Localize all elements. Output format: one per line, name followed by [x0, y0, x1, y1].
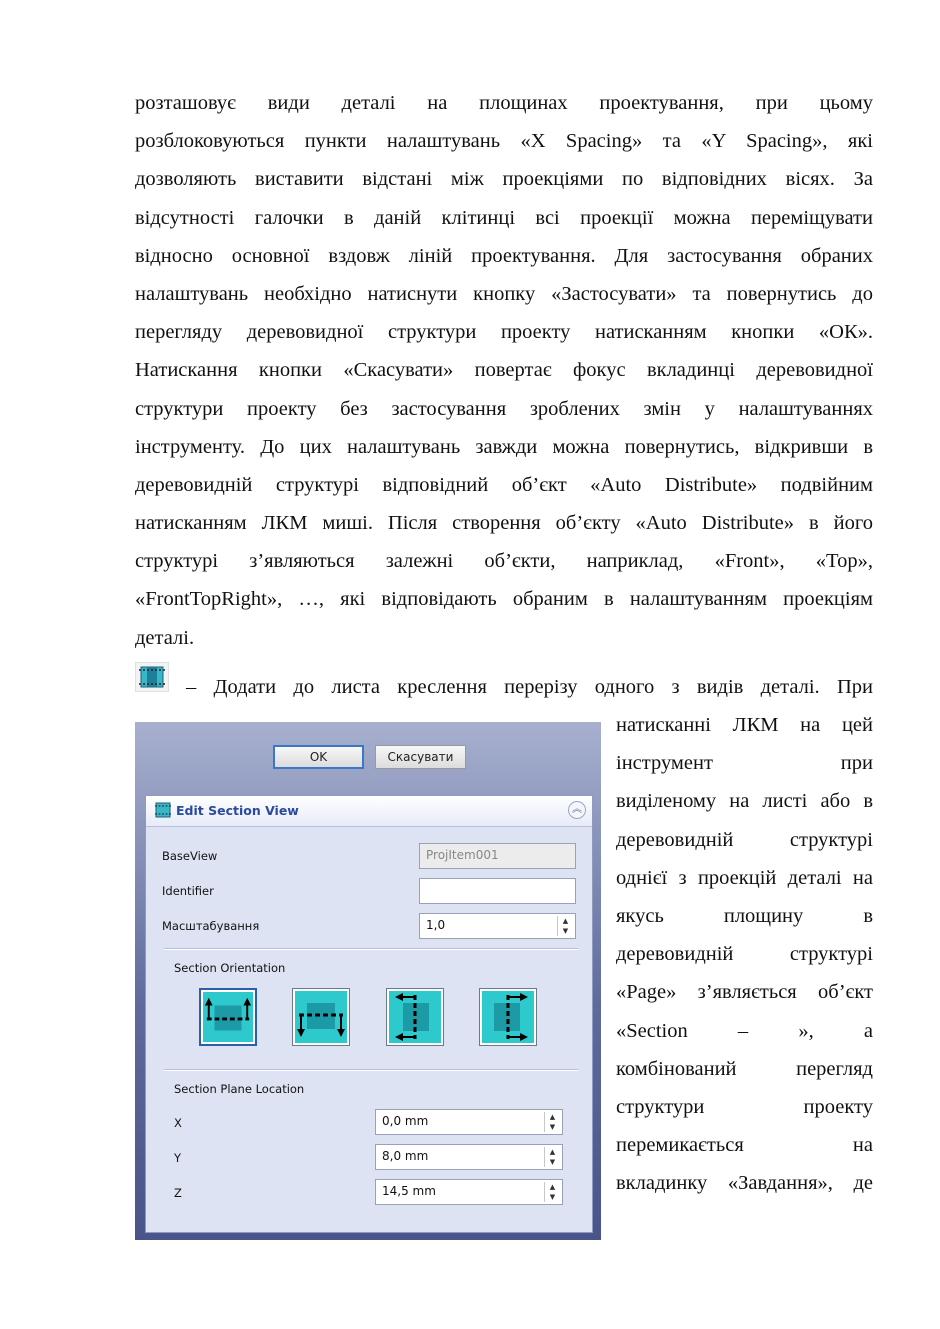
text-line: деревовидній структурі	[616, 828, 873, 851]
orientation-down-button[interactable]	[292, 988, 350, 1046]
text-line: відсутності галочки в даній клітинці всі проекції можна переміщувати	[135, 206, 873, 229]
text-line: розташовує види деталі на площинах проектування, при цьому	[135, 92, 873, 114]
text-line: «Section – », а	[616, 1019, 873, 1042]
text-line: натисканні ЛКМ на цей	[616, 714, 873, 736]
text-line: перегляду деревовидної структури проекту натисканням кнопки «ОК».	[135, 321, 873, 344]
text-line: Натискання кнопки «Скасувати» повертає фокус вкладинці деревовидної	[135, 359, 873, 382]
text-line: інструменту. До цих налаштувань завжди можна повернутись, відкривши в	[135, 435, 873, 458]
section-orientation-label: Section Orientation	[174, 961, 286, 975]
paragraph-1	[135, 84, 873, 657]
text-line: перемикається на	[616, 1134, 873, 1157]
text-line: деревовидній структурі відповідний об’єкт «Auto Distribute» подвійним	[135, 473, 873, 496]
cancel-button[interactable]: Скасувати	[375, 745, 466, 769]
section-view-icon	[154, 801, 172, 819]
text-line: розблоковуються пункти налаштувань «X Spacing» та «Y Spacing», які	[135, 130, 873, 153]
text-line: натисканням ЛКМ миші. Після створення об’єкту «Auto Distribute» в його	[135, 512, 873, 535]
text-line: «FrontTopRight», …, які відповідають обраним в налаштуванням проекціям	[135, 588, 873, 611]
x-spin-buttons[interactable]: ▲ ▼	[544, 1112, 560, 1132]
separator	[164, 948, 578, 950]
z-label: Z	[174, 1186, 182, 1200]
z-spinbox[interactable]	[375, 1179, 563, 1205]
separator	[164, 1069, 578, 1071]
panel-title: Edit Section View	[176, 803, 299, 818]
text-line: структури проекту	[616, 1095, 873, 1118]
scale-spinbox[interactable]	[419, 913, 576, 939]
arrow-left-icon	[389, 991, 441, 1043]
scale-spin-buttons[interactable]: ▲ ▼	[557, 916, 573, 936]
text-line: якусь площину в	[616, 904, 873, 927]
text-line: структури проекту без застосування зроблених змін у налаштуваннях	[135, 397, 873, 420]
panel-header	[146, 796, 592, 827]
arrow-down-icon	[295, 991, 347, 1043]
orientation-right-button[interactable]	[479, 988, 537, 1046]
arrow-up-icon	[203, 992, 253, 1042]
section-view-tool-icon	[135, 662, 169, 692]
x-label: X	[174, 1116, 182, 1130]
z-value: 14,5 mm	[382, 1184, 436, 1198]
y-spin-buttons[interactable]: ▲ ▼	[544, 1147, 560, 1167]
text-line: відносно основної вздовж ліній проектування. Для застосування обраних	[135, 244, 873, 267]
text-line: виділеному на листі або в	[616, 790, 873, 813]
y-label: Y	[174, 1151, 182, 1165]
paragraph-2-side-text	[616, 706, 873, 1202]
text-line: деревовидній структурі	[616, 943, 873, 966]
ok-button[interactable]: OK	[273, 745, 364, 769]
text-line: комбінований перегляд	[616, 1057, 873, 1080]
orientation-left-button[interactable]	[386, 988, 444, 1046]
text-line: вкладинку «Завдання», де	[616, 1172, 873, 1195]
y-value: 8,0 mm	[382, 1149, 429, 1163]
collapse-icon[interactable]: ︽	[568, 801, 586, 819]
z-spin-buttons[interactable]: ▲ ▼	[544, 1182, 560, 1202]
x-value: 0,0 mm	[382, 1114, 429, 1128]
edit-section-view-screenshot	[135, 722, 601, 1240]
text-line: інструмент при	[616, 752, 873, 775]
baseview-label: BaseView	[162, 849, 218, 863]
text-line: дозволяють виставити відстані між проекціями по відповідних вісях. За	[135, 168, 873, 191]
section-plane-location-label: Section Plane Location	[174, 1082, 305, 1096]
identifier-label: Identifier	[162, 884, 214, 898]
identifier-input[interactable]	[419, 878, 576, 904]
text-line: однієї з проекцій деталі на	[616, 866, 873, 889]
orientation-up-button[interactable]	[199, 988, 257, 1046]
baseview-field: ProjItem001	[419, 843, 576, 869]
scale-label: Масштабування	[162, 919, 260, 933]
x-spinbox[interactable]	[375, 1109, 563, 1135]
text-line: деталі.	[135, 626, 195, 649]
text-line: структурі з’являються залежні об’єкти, наприклад, «Front», «Top»,	[135, 550, 873, 573]
text-line: налаштувань необхідно натиснути кнопку «Застосувати» та повернутись до	[135, 282, 873, 305]
paragraph-2-first-line: – Додати до листа креслення перерізу одного з видів деталі. При	[186, 676, 873, 698]
text-line: «Page» з’являється об’єкт	[616, 981, 873, 1004]
y-spinbox[interactable]	[375, 1144, 563, 1170]
arrow-right-icon	[482, 991, 534, 1043]
edit-section-view-panel	[145, 795, 593, 1233]
scale-value: 1,0	[426, 918, 446, 932]
